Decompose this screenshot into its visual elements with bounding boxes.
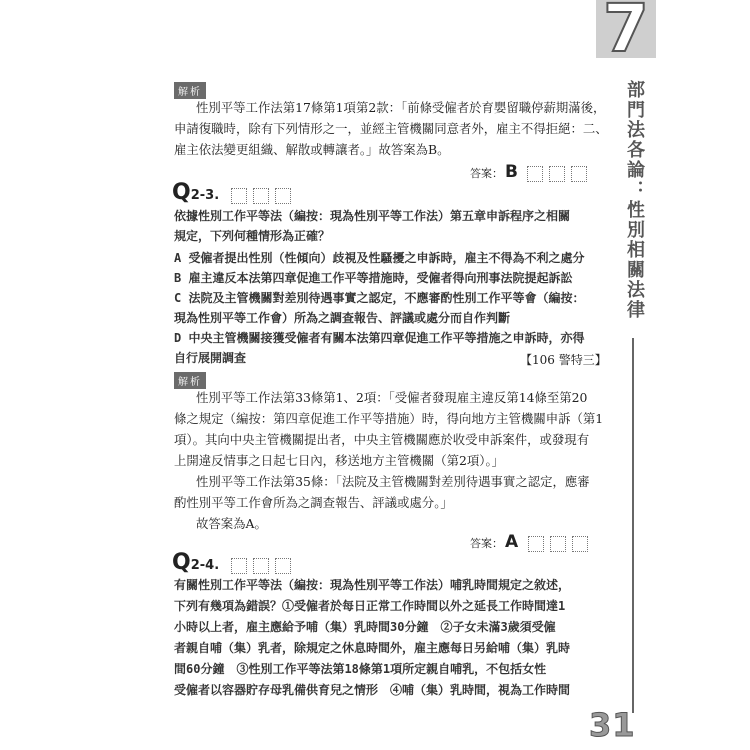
check-box[interactable] [550, 536, 566, 552]
explanation-line: 上開違反情事之日起七日內，移送地方主管機關（第2項）。」 [174, 453, 505, 468]
explanation-line: 酌性別平等工作會所為之調查報告、評議或處分。」 [174, 495, 453, 510]
question-stem: 依據性別工作平等法（編按：現為性別平等工作法）第五章申訴程序之相關 [174, 209, 571, 223]
option-d-cont: 自行展開調查 [174, 351, 247, 365]
question-stem: 間60分鐘 ③性別工作平等法第18條第1項所定親自哺乳，不包括女性 [174, 662, 547, 676]
checkbox-group [527, 166, 593, 182]
explanation-line: 申請復職時，除有下列情形之一，並經主管機關同意者外，雇主不得拒絕：二、 [174, 121, 608, 136]
explanation-line: 性別平等工作法第35條：「法院及主管機關對差別待遇事實之認定，應審 [196, 474, 590, 489]
question-stem: 受僱者以容器貯存母乳備供育兒之情形 ④哺（集）乳時間，視為工作時間 [174, 683, 571, 697]
check-box[interactable] [253, 188, 269, 204]
question-stem: 有關性別工作平等法（編按：現為性別平等工作法）哺乳時間規定之敘述， [174, 578, 571, 592]
answer-label: 答案： [470, 537, 503, 550]
chapter-tab [596, 0, 656, 67]
check-box[interactable] [571, 166, 587, 182]
check-box[interactable] [549, 166, 565, 182]
question-number [172, 550, 297, 575]
exam-source: 【106 警特三】 [520, 353, 607, 367]
check-box[interactable] [275, 188, 291, 204]
check-box[interactable] [253, 558, 269, 574]
check-box[interactable] [231, 558, 247, 574]
option-a: A 受僱者提出性別（性傾向）歧視及性騷擾之申訴時，雇主不得為不利之處分 [174, 251, 585, 265]
explanation-badge: 解析 [174, 82, 206, 99]
question-index: 2-4. [190, 558, 220, 573]
answer-row [470, 532, 594, 552]
check-box[interactable] [527, 166, 543, 182]
question-stem: 規定，下列何種情形為正確？ [174, 229, 331, 243]
page-number: 31 [589, 706, 636, 744]
explanation-line: 條之規定（編按：第四章促進工作平等措施）時，得向地方主管機關申訴（第1 [174, 411, 604, 426]
explanation-line: 性別平等工作法第33條第1、2項：「受僱者發現雇主違反第14條至第20 [196, 390, 588, 405]
explanation-line: 雇主依法變更組織、解散或轉讓者。」故答案為B。 [174, 142, 450, 157]
check-box[interactable] [275, 558, 291, 574]
question-index: 2-3. [190, 188, 220, 203]
checkbox-group [528, 536, 594, 552]
question-prefix: Q [172, 180, 191, 205]
checkbox-group [231, 185, 297, 204]
chapter-side-title: 部門法各論：性別相關法律 [624, 80, 645, 320]
check-box[interactable] [231, 188, 247, 204]
explanation-line: 故答案為A。 [196, 516, 267, 531]
option-c-cont: 現為性別平等工作會）所為之調查報告、評議或處分而自作判斷 [174, 311, 511, 325]
question-stem: 者親自哺（集）乳者，除規定之休息時間外，雇主應每日另給哺（集）乳時 [174, 641, 571, 655]
explanation-line: 項）。其向中央主管機關提出者，中央主管機關應於收受申訴案件，或發現有 [174, 432, 590, 447]
explanation-badge: 解析 [174, 372, 206, 389]
checkbox-group [231, 555, 297, 574]
check-box[interactable] [572, 536, 588, 552]
option-d: D 中央主管機關接獲受僱者有關本法第四章促進工作平等措施之申訴時，亦得 [174, 331, 585, 345]
answer-label: 答案： [470, 167, 503, 180]
chapter-number: 7 [603, 0, 649, 67]
answer-value: B [505, 162, 518, 182]
option-b: B 雇主違反本法第四章促進工作平等措施時，受僱者得向刑事法院提起訴訟 [174, 271, 573, 285]
check-box[interactable] [528, 536, 544, 552]
explanation-line: 性別平等工作法第17條第1項第2款：「前條受僱者於育嬰留職停薪期滿後， [196, 100, 606, 115]
option-c: C 法院及主管機關對差別待遇事實之認定，不應審酌性別工作平等會（編按： [174, 291, 585, 305]
question-prefix: Q [172, 550, 191, 575]
question-stem: 小時以上者，雇主應給予哺（集）乳時間30分鐘 ②子女未滿3歲須受僱 [174, 620, 556, 634]
question-stem: 下列有幾項為錯誤？①受僱者於每日正常工作時間以外之延長工作時間達1 [174, 599, 566, 613]
question-number [172, 180, 297, 205]
side-divider [632, 338, 634, 713]
answer-value: A [505, 532, 519, 552]
answer-row [470, 162, 593, 182]
